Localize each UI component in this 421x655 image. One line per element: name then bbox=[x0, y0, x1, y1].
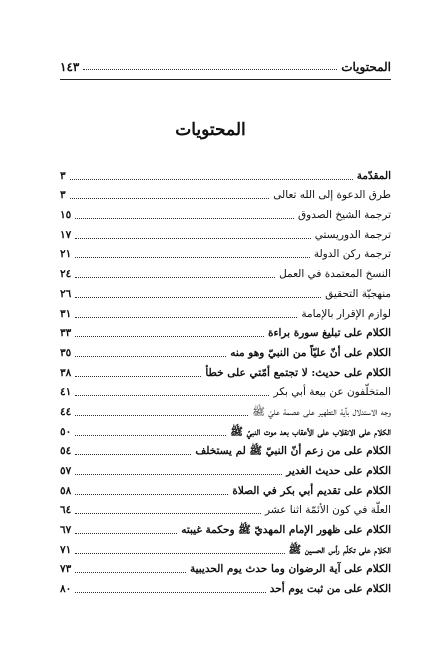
dot-leader bbox=[70, 178, 353, 180]
toc-entry-page-number: ٦٧ bbox=[60, 524, 72, 537]
toc-entry-label: منهجيّة التحقيق bbox=[325, 287, 391, 300]
toc-entry-label: الكلام على حديث: لا تجتمع أمّتي على خطأ bbox=[205, 366, 391, 379]
running-header-title: المحتويات bbox=[341, 60, 391, 74]
toc-entry bbox=[60, 498, 391, 518]
toc-entry-page-number: ١٥ bbox=[60, 209, 72, 222]
dot-leader bbox=[75, 276, 275, 278]
toc-entry bbox=[60, 478, 391, 498]
toc-entry bbox=[60, 399, 391, 419]
toc-entry-page-number: ٧١ bbox=[60, 543, 72, 556]
dot-leader bbox=[75, 571, 186, 573]
toc-entry-label: المقدّمة bbox=[356, 169, 391, 182]
dot-leader bbox=[75, 591, 265, 593]
toc-entry-page-number: ٢٦ bbox=[60, 287, 72, 300]
toc-entry bbox=[60, 281, 391, 301]
toc-entry-label: وجه الاستدلال بآية التطهير على عصمة عليّ ﷺ bbox=[252, 405, 391, 418]
toc-entry-page-number: ١٧ bbox=[60, 228, 72, 241]
dot-leader bbox=[75, 375, 201, 377]
dot-leader bbox=[75, 394, 269, 396]
toc-entry-label: الكلام على تقديم أبي بكر في الصلاة bbox=[232, 484, 391, 497]
dot-leader bbox=[75, 414, 248, 416]
toc-entry bbox=[60, 517, 391, 537]
toc-entry bbox=[60, 537, 391, 557]
toc-entry bbox=[60, 183, 391, 203]
toc-entry bbox=[60, 360, 391, 380]
toc-entry-label: الكلام على تكلّم رأس الحسين ﷺ bbox=[288, 543, 391, 556]
toc-entry-label: العلّة في كون الأئمّة اثنا عشر bbox=[264, 504, 391, 517]
toc-entry-label: الكلام على أنّ عليّاً من النبيّ وهو منه bbox=[230, 346, 391, 359]
toc-entry bbox=[60, 163, 391, 183]
toc-entry-label: الكلام على تبليغ سورة براءة bbox=[268, 327, 391, 340]
toc-entry bbox=[60, 261, 391, 281]
toc-entry-page-number: ٤١ bbox=[60, 386, 72, 399]
toc-entry-page-number: ٢١ bbox=[60, 248, 72, 261]
toc-entry bbox=[60, 242, 391, 262]
dot-leader bbox=[70, 197, 270, 199]
toc-entry-page-number: ٥٨ bbox=[60, 484, 72, 497]
dot-leader bbox=[75, 453, 191, 455]
toc-entry bbox=[60, 301, 391, 321]
dot-leader bbox=[75, 296, 321, 298]
toc-entry bbox=[60, 419, 391, 439]
toc-entry-page-number: ٣٥ bbox=[60, 346, 72, 359]
running-header-page-number: ١٤٣ bbox=[60, 60, 80, 74]
toc-entry-page-number: ٥٤ bbox=[60, 445, 72, 458]
dot-leader bbox=[75, 237, 310, 239]
toc-entry bbox=[60, 576, 391, 596]
dot-leader bbox=[75, 493, 228, 495]
toc-entry bbox=[60, 557, 391, 577]
toc-entry-page-number: ٢٤ bbox=[60, 268, 72, 281]
dot-leader bbox=[75, 473, 282, 475]
toc-entry-label: الكلام على آية الرضوان وما حدث يوم الحديبية bbox=[189, 563, 391, 576]
toc-entry bbox=[60, 202, 391, 222]
toc-entry-page-number: ٣٨ bbox=[60, 366, 72, 379]
toc-entry-label: الكلام على من ثبت يوم أحد bbox=[269, 583, 391, 596]
toc-entry-label: ترجمة ركن الدولة bbox=[313, 248, 391, 261]
dot-leader bbox=[75, 355, 226, 357]
toc-entry-label: الكلام على الانقلاب على الأعقاب بعد موت النبيّ ﷺ bbox=[230, 425, 391, 438]
toc-entry-label: الكلام على حديث الغدير bbox=[286, 465, 391, 477]
toc-entry-page-number: ٥٧ bbox=[60, 465, 72, 477]
table-of-contents bbox=[60, 163, 391, 596]
toc-entry-page-number: ٣ bbox=[60, 189, 66, 202]
toc-entry-page-number: ٦٤ bbox=[60, 504, 72, 517]
toc-entry-page-number: ٣٣ bbox=[60, 327, 72, 340]
dot-leader bbox=[83, 68, 337, 70]
toc-entry-page-number: ٧٣ bbox=[60, 563, 72, 576]
toc-entry bbox=[60, 340, 391, 360]
toc-entry-page-number: ٣١ bbox=[60, 307, 72, 320]
page-title: المحتويات bbox=[175, 120, 246, 140]
toc-entry-label: المتخلّفون عن بيعة أبي بكر bbox=[273, 386, 391, 399]
toc-entry bbox=[60, 458, 391, 478]
toc-entry bbox=[60, 380, 391, 400]
toc-entry-label: ترجمة الدوريستي bbox=[314, 228, 391, 241]
toc-entry-label: ترجمة الشيخ الصدوق bbox=[298, 209, 391, 222]
toc-entry-label: طرق الدعوة إلى الله تعالى bbox=[273, 189, 391, 202]
dot-leader bbox=[75, 532, 177, 534]
toc-entry-page-number: ٥٠ bbox=[60, 425, 72, 438]
dot-leader bbox=[75, 434, 226, 436]
running-header bbox=[60, 52, 391, 74]
toc-entry-label: الكلام على ظهور الإمام المهديّ ﷺ وحكمة غيبته bbox=[181, 524, 391, 537]
toc-entry-label: لوازم الإقرار بالإمامة bbox=[301, 307, 391, 320]
dot-leader bbox=[75, 316, 297, 318]
dot-leader bbox=[75, 256, 310, 258]
toc-entry bbox=[60, 439, 391, 459]
dot-leader bbox=[75, 512, 261, 514]
dot-leader bbox=[75, 335, 264, 337]
toc-entry bbox=[60, 321, 391, 341]
dot-leader bbox=[75, 217, 294, 219]
toc-entry-page-number: ٣ bbox=[60, 169, 66, 182]
toc-entry-label: الكلام على من زعم أنّ النبيّ ﷺ لم يستخلف bbox=[195, 445, 391, 458]
header-rule bbox=[60, 79, 391, 80]
toc-entry-page-number: ٨٠ bbox=[60, 583, 72, 596]
toc-entry-page-number: ٤٤ bbox=[60, 405, 72, 418]
dot-leader bbox=[75, 552, 284, 554]
toc-entry bbox=[60, 222, 391, 242]
toc-entry-label: النسخ المعتمدة في العمل bbox=[279, 268, 391, 281]
